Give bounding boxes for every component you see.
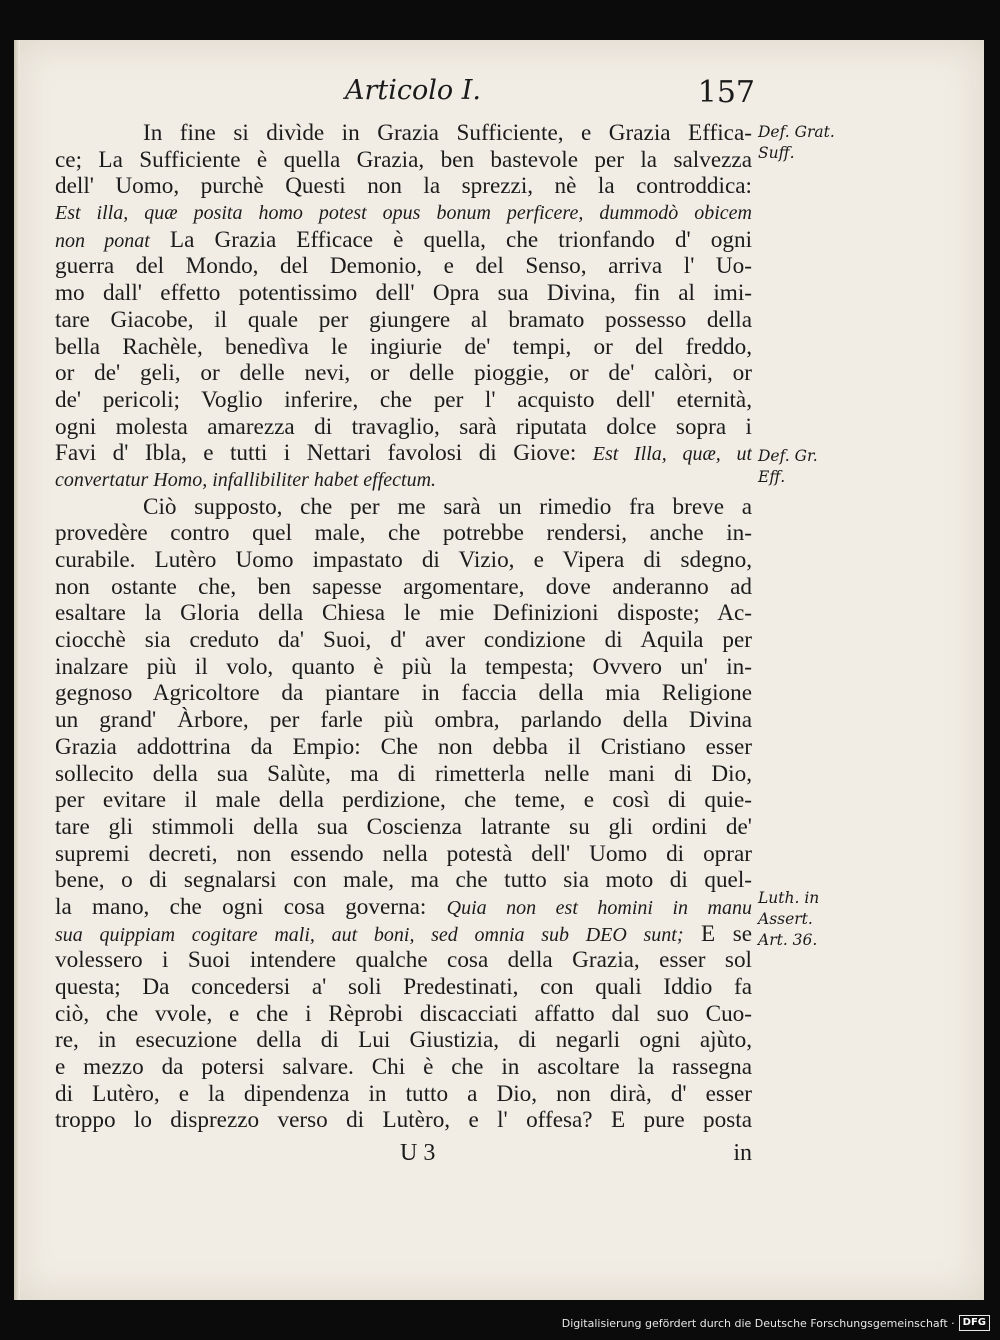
text-line: dell' Uomo, purchè Questi non la sprezzi, nè la controddica: [55, 173, 752, 200]
text-line: gegnoso Agricoltore da piantare in faccia della mia Religione [55, 680, 752, 707]
margin-notes [758, 0, 858, 1340]
text-line: re, in esecuzione della di Lui Giustizia, di negarli ogni ajùto, [55, 1027, 752, 1054]
latin-phrase: sua quippiam cogitare mali, aut boni, sed omnia sub DEO sunt; [55, 923, 684, 946]
text-line: tare gli stimmoli della sua Coscienza latrante su gli ordini de' [55, 813, 752, 840]
text-line: or de' geli, or delle nevi, or delle pioggie, or de' calòri, or [55, 360, 752, 387]
margin-note-def-grat-suff: Def. Grat. Suff. [758, 123, 835, 162]
text-line: volessero i Suoi intendere qualche cosa della Grazia, esser sol [55, 947, 752, 974]
text-line: inalzare più il volo, quanto è più la tempesta; Ovvero un' in- [55, 653, 752, 680]
text-line: non ostante che, ben sapesse argomentare, dove anderanno ad [55, 573, 752, 600]
text-line: e mezzo da potersi salvare. Chi è che in ascoltare la rassegna [55, 1054, 752, 1081]
text-line [55, 227, 752, 254]
text-line: troppo lo disprezzo verso di Lutèro, e l' offesa? E pure posta [55, 1107, 752, 1134]
text-line: Grazia addottrina da Empio: Che non debba il Cristiano esser [55, 733, 752, 760]
text-line: ciò, che vvole, e che i Rèprobi discacciati affatto dal suo Cuo- [55, 1000, 752, 1027]
latin-phrase: Est Illa, quæ, ut [592, 443, 752, 466]
text-segment: Favi d' Ibla, e tutti i Nettari favolosi di Giove: [55, 440, 577, 467]
credit-text: Digitalisierung gefördert durch die Deutsche Forschungsgemeinschaft · [561, 1316, 955, 1330]
text-line: de' pericoli; Voglio inferire, che per l' acquisto dell' eternità, [55, 386, 752, 413]
text-segment: la mano, che ogni cosa governa: [55, 893, 427, 920]
text-line: questa; Da concedersi a' soli Predestinati, con quali Iddio fa [55, 974, 752, 1000]
text-line: In fine si divìde in Grazia Sufficiente, e Grazia Effica- [143, 120, 752, 146]
text-line: curabile. Lutèro Uomo impastato di Vizio, e Vipera di sdegno, [55, 547, 752, 573]
page-edge-shadow [14, 40, 20, 1300]
text-line: Ciò supposto, che per me sarà un rimedio fra breve a [143, 493, 752, 520]
text-line [55, 894, 752, 921]
text-line: mo dall' effetto potentissimo dell' Opra sua Divina, fin al imi- [55, 280, 752, 307]
text-line [55, 921, 752, 948]
dfg-logo-icon: DFG [959, 1315, 990, 1331]
page-number: 157 [697, 75, 755, 110]
text-segment: E se [701, 920, 752, 947]
text-line: di Lutèro, e la dipendenza in tutto a Dio, non dirà, d' esser [55, 1080, 752, 1107]
body-text [55, 120, 752, 1134]
text-line: un grand' Àrbore, per farle più ombra, parlando della Divina [55, 707, 752, 734]
text-line: bella Rachèle, benedìva le ingiurie de' tempi, or del freddo, [55, 333, 752, 360]
margin-note-def-gr-eff: Def. Gr. Eff. [758, 447, 818, 486]
text-line: ce; La Sufficiente è quella Grazia, ben bastevole per la salvezza [55, 146, 752, 173]
text-line: guerra del Mondo, del Demonio, e del Senso, arriva l' Uo- [55, 253, 752, 280]
text-line: per evitare il male della perdizione, che teme, e così di quie- [55, 787, 752, 814]
text-line-latin: Est illa, quæ posita homo potest opus bonum perficere, dummodò obicem [55, 202, 752, 225]
text-line: supremi decreti, non essendo nella potestà dell' Uomo di oprar [55, 840, 752, 867]
text-line [55, 440, 752, 467]
text-line: bene, o di segnalarsi con male, ma che tutto sia moto di quel- [55, 867, 752, 894]
text-segment: La Grazia Efficace è quella, che trionfando d' ogni [169, 226, 752, 253]
text-line: esaltare la Gloria della Chiesa le mie Definizioni disposte; Ac- [55, 600, 752, 627]
text-line: sollecito della sua Salùte, ma di rimetterla nelle mani di Dio, [55, 760, 752, 787]
text-line: provedère contro quel male, che potrebbe rendersi, anche in- [55, 520, 752, 547]
text-line: tare Giacobe, il quale per giungere al bramato possesso della [55, 306, 752, 333]
text-line-latin: convertatur Homo, infallibiliter habet effectum. [55, 468, 437, 491]
signature-mark: U 3 [400, 1140, 436, 1166]
text-line: ciocchè sia creduto da' Suoi, d' aver condizione di Aquila per [55, 627, 752, 654]
page-header [55, 75, 755, 115]
margin-note-luth-assert: Luth. in Assert. Art. 36. [758, 889, 820, 949]
text-line: ogni molesta amarezza di travaglio, sarà riputata dolce sopra i [55, 413, 752, 440]
latin-phrase: non ponat [55, 229, 150, 252]
page-footer [55, 1140, 752, 1170]
latin-phrase: Quia non est homini in manu [446, 896, 752, 919]
digitization-credit [562, 1312, 990, 1334]
catchword: in [733, 1140, 752, 1166]
running-head: Articolo I. [345, 75, 481, 106]
